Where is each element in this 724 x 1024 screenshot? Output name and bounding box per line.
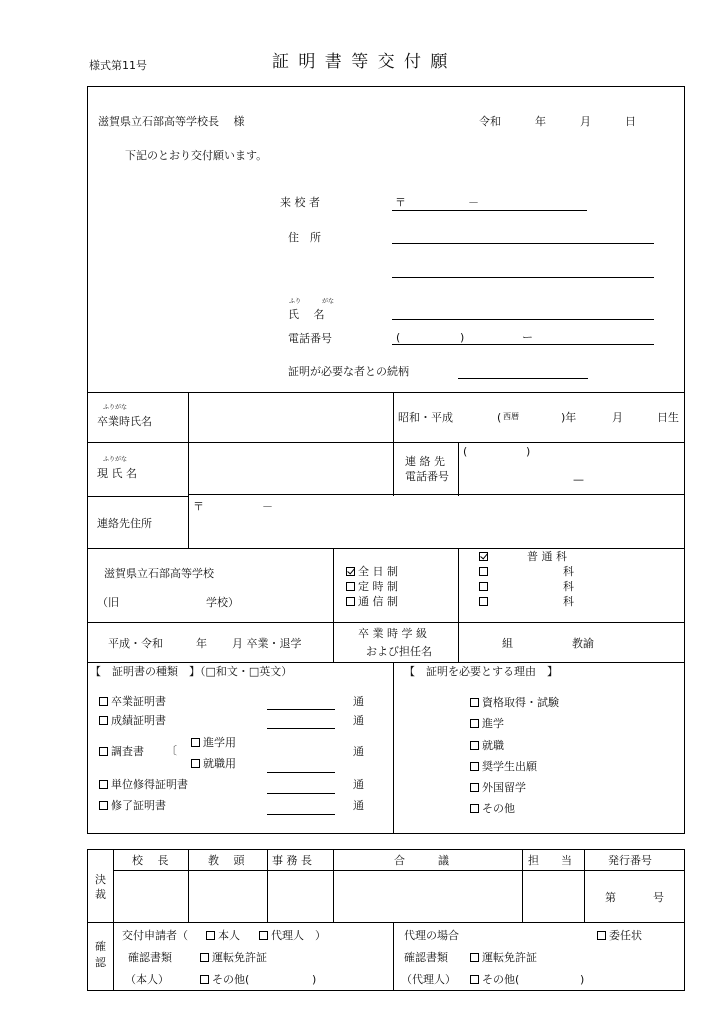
cert-completion-unit: 通 [353, 799, 364, 812]
applicant-close: ） [315, 929, 326, 942]
class-label-2: および担任名 [366, 645, 432, 658]
phone-line[interactable] [392, 344, 654, 345]
date-year[interactable]: 年 [535, 115, 546, 128]
cert-credits[interactable]: 単位修得証明書 [99, 779, 188, 790]
phone-label: 電話番号 [288, 332, 332, 345]
visitor-postal-dash: － [468, 196, 479, 209]
contact-label-2: 電話番号 [405, 470, 449, 483]
address-label: 住 所 [288, 231, 321, 244]
issue-dai: 第 [605, 891, 616, 904]
agent-other-close: ) [580, 973, 585, 986]
cert-report-unit: 通 [353, 745, 364, 758]
applicant-self[interactable]: 本人 [206, 930, 240, 941]
self-other-close: ) [312, 973, 317, 986]
course-3-checkbox[interactable] [479, 581, 491, 592]
phone-close: ) [460, 331, 465, 344]
self-docs-label: 確認書類 [128, 951, 172, 964]
cert-graduation[interactable]: 卒業証明書 [99, 696, 166, 707]
cert-completion[interactable]: 修了証明書 [99, 800, 166, 811]
graduation-era: 平成・令和 [108, 637, 163, 650]
form-number: 様式第11号 [89, 59, 147, 72]
issue-go: 号 [653, 891, 664, 904]
grad-name-label: 卒業時氏名 [97, 415, 152, 428]
addressee: 滋賀県立石部高等学校長 様 [98, 115, 245, 128]
class-label-1: 卒 業 時 学 級 [358, 627, 427, 640]
self-other[interactable]: その他( [200, 974, 249, 985]
contact-address-label: 連絡先住所 [97, 517, 152, 530]
approval-vice-principal: 教 頭 [208, 854, 245, 867]
relation-line[interactable] [458, 378, 588, 379]
approval-side-1: 決 [95, 873, 106, 886]
agent-power-of-attorney[interactable]: 委任状 [597, 930, 642, 941]
course-2-checkbox[interactable] [479, 566, 491, 577]
reason-qualification[interactable]: 資格取得・試験 [470, 697, 559, 708]
reason-study-abroad[interactable]: 外国留学 [470, 782, 526, 793]
date-day[interactable]: 日 [625, 115, 636, 128]
system-parttime[interactable]: 定 時 制 [346, 581, 398, 592]
birth-month[interactable]: 月 [612, 411, 623, 424]
reasons-header: 【 証明を必要とする理由 】 [404, 665, 558, 678]
name-line[interactable] [392, 319, 654, 320]
self-license[interactable]: 運転免許証 [200, 952, 267, 963]
reason-scholarship[interactable]: 奨学生出願 [470, 761, 537, 772]
visitor-postal-mark: 〒 [395, 196, 406, 209]
reason-other[interactable]: その他 [470, 803, 515, 814]
class-kumi: 組 [502, 637, 513, 650]
reason-employment[interactable]: 就職 [470, 740, 504, 751]
phone-dash: ー [522, 331, 533, 344]
course-3-label: 科 [563, 580, 574, 593]
birth-era: 昭和・平成 [398, 411, 453, 424]
self-tag: （本人） [125, 973, 169, 986]
course-2-label: 科 [563, 565, 574, 578]
approval-office-head: 事 務 長 [272, 854, 312, 867]
current-name-label: 現 氏 名 [97, 467, 137, 480]
class-teacher: 教諭 [572, 637, 594, 650]
contact-open: ( [463, 445, 468, 458]
cert-report-bracket: 〔 [166, 744, 177, 757]
contact-label-1: 連 絡 先 [405, 455, 445, 468]
applicant-label: 交付申請者（ [122, 929, 188, 942]
request-text: 下記のとおり交付願います。 [125, 149, 268, 162]
cert-report-employment[interactable]: 就職用 [191, 758, 236, 769]
contact-address-dash: － [262, 500, 273, 513]
birth-western: 西暦 [503, 412, 519, 421]
applicant-agent[interactable]: 代理人 [259, 930, 304, 941]
approval-side-2: 裁 [95, 888, 106, 901]
course-4-label: 科 [563, 595, 574, 608]
visitor-postal-line[interactable] [392, 210, 587, 211]
approval-principal: 校 長 [132, 854, 169, 867]
approval-in-charge: 担 当 [528, 854, 572, 867]
agent-license[interactable]: 運転免許証 [470, 952, 537, 963]
date-era: 令和 [479, 115, 501, 128]
course-general-checkbox[interactable] [479, 551, 491, 562]
birth-day[interactable]: 日生 [657, 411, 679, 424]
approval-issue-number: 発行番号 [608, 854, 652, 867]
cert-grades[interactable]: 成績証明書 [99, 715, 166, 726]
grad-name-ruby: ふりがな [103, 404, 128, 411]
birth-year[interactable]: )年 [561, 411, 577, 424]
cert-report-count[interactable] [267, 772, 335, 773]
course-4-checkbox[interactable] [479, 596, 491, 607]
address-line-1[interactable] [392, 243, 654, 244]
cert-report[interactable]: 調査書 [99, 746, 144, 757]
contact-close: ) [526, 445, 531, 458]
agent-case-label: 代理の場合 [404, 929, 459, 942]
cert-graduation-unit: 通 [353, 695, 364, 708]
cert-credits-count[interactable] [267, 793, 335, 794]
date-month[interactable]: 月 [580, 115, 591, 128]
relation-label: 証明が必要な者との続柄 [288, 365, 409, 378]
agent-docs-label: 確認書類 [404, 951, 448, 964]
cert-types-header: 【 証明書の種類 】（□和文・□英文） [90, 665, 293, 678]
contact-dash: — [573, 473, 584, 486]
confirm-side-2: 認 [95, 956, 106, 969]
approval-consultation: 合 議 [394, 854, 449, 867]
cert-grades-count[interactable] [267, 728, 335, 729]
visitor-label: 来 校 者 [280, 196, 320, 209]
contact-address-postal: 〒 [193, 500, 204, 513]
system-fulltime[interactable]: 全 日 制 [346, 566, 398, 577]
confirm-side-1: 確 [95, 940, 106, 953]
agent-tag: （代理人） [401, 973, 456, 986]
course-general-label: 普 通 科 [527, 550, 567, 563]
application-form-box [87, 86, 685, 834]
address-line-2[interactable] [392, 277, 654, 278]
agent-other[interactable]: その他( [470, 974, 519, 985]
school-old-open: （旧 [97, 596, 119, 609]
graduation-status[interactable]: 月 卒業・退学 [232, 637, 302, 650]
current-name-ruby: ふりがな [103, 456, 128, 463]
system-correspondence[interactable]: 通 信 制 [346, 596, 398, 607]
birth-western-open: ( [497, 411, 502, 424]
cert-credits-unit: 通 [353, 778, 364, 791]
page-title: 証 明 書 等 交 付 願 [272, 52, 450, 72]
cert-report-advancement[interactable]: 進学用 [191, 737, 236, 748]
cert-graduation-count[interactable] [267, 709, 335, 710]
cert-completion-count[interactable] [267, 814, 335, 815]
name-ruby-1: ふり [289, 298, 302, 305]
name-ruby-2: がな [322, 298, 335, 305]
name-label: 氏 名 [288, 308, 325, 321]
phone-open: ( [396, 331, 401, 344]
reason-advancement[interactable]: 進学 [470, 718, 504, 729]
school-old-close: 学校） [206, 596, 239, 609]
cert-grades-unit: 通 [353, 714, 364, 727]
graduation-year[interactable]: 年 [196, 637, 207, 650]
school-name: 滋賀県立石部高等学校 [104, 567, 214, 580]
